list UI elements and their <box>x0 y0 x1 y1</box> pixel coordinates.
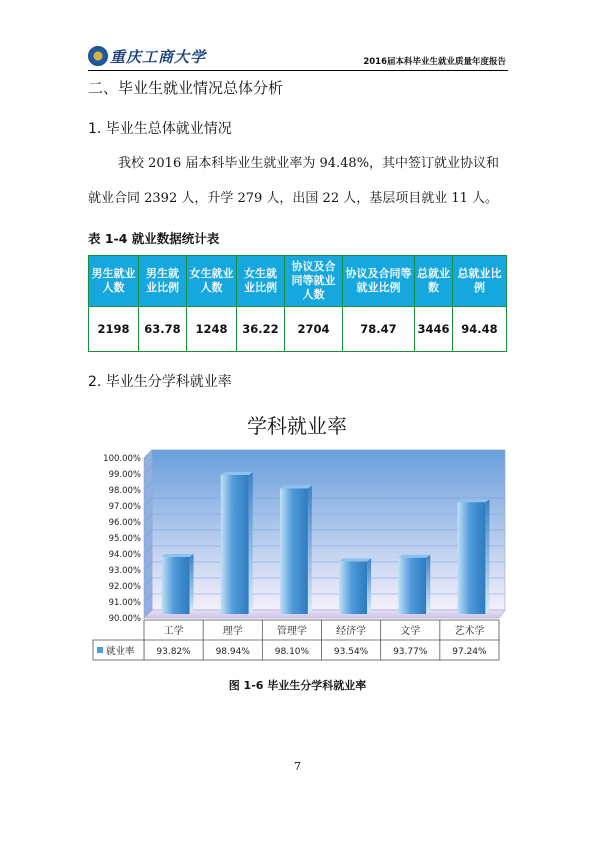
header-cell: 男生就业人数 <box>89 256 139 307</box>
page-header <box>88 40 508 71</box>
paragraph-line-1: 我校 2016 届本科毕业生就业率为 94.48%，其中签订就业协议和 <box>118 156 500 171</box>
bar <box>162 557 190 614</box>
header-cell: 女生就业比例 <box>237 256 285 307</box>
y-tick-label: 91.00% <box>108 598 141 608</box>
table-cell: 2704 <box>285 307 343 352</box>
legend-key-icon <box>97 647 103 653</box>
header-cell: 女生就业人数 <box>187 256 237 307</box>
bar-side <box>308 485 312 614</box>
header-cell: 总就业数 <box>415 256 453 307</box>
y-tick-label: 93.00% <box>108 566 141 576</box>
table-cell: 36.22 <box>237 307 285 352</box>
figure-caption: 图 1-6 毕业生分学科就业率 <box>228 679 367 692</box>
university-emblem-icon <box>88 46 108 66</box>
bar <box>457 502 485 614</box>
table-caption: 表 1-4 就业数据统计表 <box>88 231 220 246</box>
chart-title: 学科就业率 <box>247 414 347 438</box>
bar-side <box>190 554 194 614</box>
bar-top <box>457 499 489 502</box>
y-tick-label: 90.00% <box>108 614 141 624</box>
y-tick-label: 92.00% <box>108 582 141 592</box>
header-cell: 总就业比例 <box>453 256 507 307</box>
paragraph-line-2: 就业合同 2392 人，升学 279 人，出国 22 人，基层项目就业 11 人。 <box>88 191 499 206</box>
data-label: 97.24% <box>452 647 487 657</box>
bar-top <box>280 485 312 488</box>
bar <box>339 561 367 614</box>
y-tick-label: 97.00% <box>108 502 141 512</box>
summary-paragraph <box>88 146 508 216</box>
bar <box>280 488 308 614</box>
category-label: 艺术学 <box>454 626 485 637</box>
section-title: 二、毕业生就业情况总体分析 <box>88 79 284 97</box>
header-cell: 男生就业比例 <box>139 256 187 307</box>
bar-top <box>221 472 253 475</box>
y-tick-label: 94.00% <box>108 550 141 560</box>
chart-floor <box>144 610 505 618</box>
y-tick-label: 96.00% <box>108 518 141 528</box>
category-label: 经济学 <box>336 626 367 637</box>
subsection-title-overall: 1. 毕业生总体就业情况 <box>88 121 232 137</box>
table-cell: 1248 <box>187 307 237 352</box>
table-row <box>89 307 507 352</box>
subsection-title-discipline: 2. 毕业生分学科就业率 <box>88 374 232 390</box>
bar-top <box>398 555 430 558</box>
y-tick-label: 95.00% <box>108 534 141 544</box>
bar-side <box>485 499 489 614</box>
data-label: 98.10% <box>274 647 310 657</box>
bar <box>398 558 426 614</box>
header-cell: 协议及合同等就业人数 <box>285 256 343 307</box>
bar-side <box>367 558 371 614</box>
table-header-row <box>89 256 507 307</box>
bar-side <box>426 555 430 614</box>
page-number: 7 <box>294 760 301 773</box>
table-cell: 63.78 <box>139 307 187 352</box>
university-logo-text: 重庆工商大学 <box>110 48 207 66</box>
data-label: 98.94% <box>215 647 250 657</box>
data-label: 93.54% <box>333 647 369 657</box>
employment-stats-table <box>88 255 507 352</box>
category-label: 工学 <box>163 626 184 637</box>
table-cell: 2198 <box>89 307 139 352</box>
data-label: 93.77% <box>393 647 428 657</box>
bar-side <box>249 472 253 614</box>
y-tick-label: 99.00% <box>108 470 141 480</box>
category-label: 管理学 <box>276 626 307 637</box>
y-tick-label: 100.00% <box>103 454 141 464</box>
bar-top <box>339 558 371 561</box>
chart-svg <box>87 408 507 663</box>
y-tick-label: 98.00% <box>108 486 141 496</box>
category-label: 理学 <box>222 626 243 637</box>
report-title: 2016届本科毕业生就业质量年度报告 <box>363 57 506 67</box>
header-cell: 协议及合同等就业比例 <box>343 256 415 307</box>
bar-top <box>162 554 194 557</box>
bar <box>221 475 249 614</box>
category-label: 文学 <box>400 626 421 637</box>
discipline-chart <box>87 408 507 663</box>
table-cell: 94.48 <box>453 307 507 352</box>
table-cell: 78.47 <box>343 307 415 352</box>
table-cell: 3446 <box>415 307 453 352</box>
data-label: 93.82% <box>156 647 191 657</box>
legend-label: 就业率 <box>106 646 135 657</box>
